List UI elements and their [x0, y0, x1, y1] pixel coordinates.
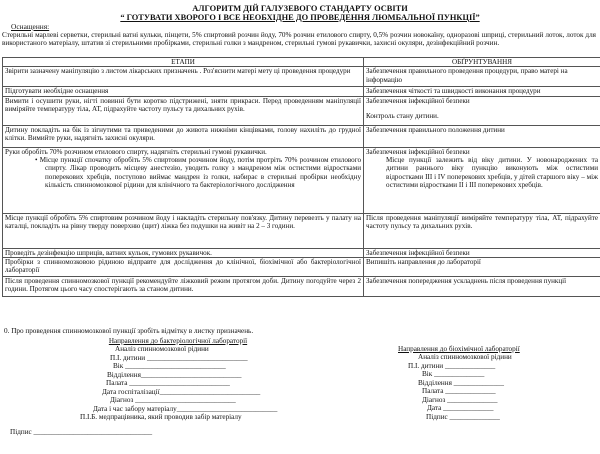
stage-bullet: • Місце пункції спочатку обробіть 5% спиртовим розчином йоду, потім протріть 70% розчином етилового спирту. Лікар проводить місцеву анестезію, уводить голку з мандреном між остистими відростками поперекових хребців, поступово виймає мандрен із голки, набирає в стерильні пробірки необхідну кількість спинномозкової рідини для клінічного та бактеріологічного дослідження [35, 156, 361, 190]
form-field-line: Відділення____________________________ [107, 370, 242, 379]
table-row [3, 277, 600, 297]
biochemistry-referral-form [398, 345, 598, 421]
stage-cell: Вимити і осушити руки, нігті повинні бути коротко підстрижені, зняти прикраси. Перед проведенням маніпуляції виміряйте температуру тіла, АТ, підрахуйте частоту пульсу та дихальних рухів. [3, 96, 364, 125]
table-row [3, 96, 600, 125]
rationale-line: Забезпечення інфекційної безпеки [366, 147, 470, 156]
table-row [3, 248, 600, 257]
stage-lead: Руки обробіть 70% розчином етилового спирту, надягніть стерильні гумові рукавички. [5, 147, 267, 156]
form-field-line: Дата госпіталізації____________________________ [102, 387, 261, 396]
bacteriology-referral-form [10, 337, 300, 436]
form-field-line: Діагноз ______________ [422, 395, 498, 404]
rationale-cell: Забезпечення попередження ускладнень після проведення пункції [364, 277, 600, 297]
table-header-row [3, 58, 600, 67]
rationale-cell: Випишіть направлення до лабораторії [364, 258, 600, 277]
form-field-line: Дата ______________ [427, 404, 494, 413]
rationale-cell [364, 147, 600, 213]
table-row [3, 67, 600, 87]
equipment-list: Стерильні марлеві серветки, стерильні ватні кульки, пінцети, 5% спиртовий розчин йоду, 70% розчин етилового спирту, 0,5% розчин новокаїну, одноразові шприці, стерильний лоток, лоток для використаного матеріалу, штатив зі стерильними пробірками, стерильні голки з мандреном, стерильні гумові рукавички, захисні окуляри, дезінфекційний розчин. [2, 31, 596, 48]
col-header-rationale: ОБҐРУНТУВАННЯ [364, 58, 600, 67]
equipment-heading: Оснащення: [11, 22, 50, 31]
stage-cell [3, 147, 364, 213]
rationale-cell: Забезпечення інфекційної безпеки [364, 248, 600, 257]
form-field-line: Дата і час забору матеріалу____________________________ [93, 404, 278, 413]
stage-cell: Пробірки з спинномозковою рідиною відправте для дослідження до клінічної, біохімічної або бактеріологічної лабораторії [3, 258, 364, 277]
rationale-cell [364, 96, 600, 125]
rationale-cell: Забезпечення чіткості та швидкості виконання процедури [364, 87, 600, 96]
doc-subtitle: “ ГОТУВАТИ ХВОРОГО І ВСЕ НЕОБХІДНЕ ДО ПРОВЕДЕННЯ ЛЮМБАЛЬНОЇ ПУНКЦІЇ” [120, 13, 480, 22]
table-row [3, 125, 600, 147]
rationale-line: Місце пункції залежить від віку дитини. У новонароджених та дитини раннього віку пункцію виконують між остистими відростками III і IV поперекових хребців, у дітей старшого віку – між остистими відростками II і III поперекових хребців. [386, 156, 598, 190]
table-row [3, 147, 600, 213]
signature-line: Підпис _________________________________ [10, 427, 153, 436]
form-field-line: П.І.Б. медпрацівника, який проводив забір матеріалу [80, 413, 242, 422]
rationale-cell: Після проведення маніпуляції виміряйте температуру тіла, АТ, підрахуйте частоту пульсу та дихальних рухів. [364, 213, 600, 248]
stage-cell: Звірити зазначену маніпуляцію з листом лікарських призначень . Роз'яснити матері мету ці проведення процедури [3, 67, 364, 87]
stage-cell: Проведіть дезінфекцію шприців, ватних кульок, гумових рукавичок. [3, 248, 364, 257]
stage-cell: Підготувати необхідне оснащення [3, 87, 364, 96]
form-field-line: П.І. дитини ______________ [408, 361, 496, 370]
table-row [3, 213, 600, 248]
procedure-table [2, 57, 600, 297]
form-field-line: Палата ____________________________ [106, 379, 230, 388]
doc-title: АЛГОРИТМ ДІЙ ГАЛУЗЕВОГО СТАНДАРТУ ОСВІТИ [192, 4, 408, 13]
referral-analysis-line: Аналіз спинномозкової рідини [418, 353, 512, 362]
form-field-line: Вік ______________ [422, 370, 485, 379]
col-header-stages: ЕТАПИ [3, 58, 364, 67]
stage-cell: Після проведення спинномозкової пункції рекомендуйте ліжковий режим протягом доби. Дитину погодуйте через 2 години. Протягом цього часу спостерігають за станом дитини. [3, 277, 364, 297]
stage-cell: Місце пункції обробіть 5% спиртовим розчином йоду і накладіть стерильну пов'язку. Дитину перевезть у палату на каталці, покладіть на рівну тверду поверхню (щит) ліжка без подушки на живіт на 2 – 3 години. [3, 213, 364, 248]
stage-cell: Дитину покладіть на бік із зігнутими та приведеними до живота нижніми кінцівками, голову нахиліть до грудної клітки. Вимийте руки, надягніть захисні окуляри. [3, 125, 364, 147]
form-field-line: Підпис ______________ [426, 412, 500, 421]
form-field-line: Палата ______________ [422, 387, 496, 396]
table-row [3, 258, 600, 277]
table-row [3, 87, 600, 96]
form-field-line: Діагноз ____________________________ [110, 396, 236, 405]
rationale-line: Забезпечення інфекційної безпеки [366, 96, 470, 105]
rationale-line: Контроль стану дитини. [366, 112, 439, 121]
bacteriology-referral-title: Направлення до бактеріологічної лабораторії [108, 337, 248, 345]
form-field-line: П.І. дитини ____________________________ [110, 353, 248, 362]
biochemistry-referral-title: Направлення до біохімічної лабораторії [398, 345, 520, 353]
referral-analysis-line: Аналіз спинномозкової рідини [115, 345, 209, 354]
form-field-line: Відділення ______________ [418, 378, 504, 387]
rationale-cell: Забезпечення правильного положення дитини [364, 125, 600, 147]
footnote: 0. Про проведення спинномозкової пункції зробіть відмітку в листку призначень. [4, 327, 254, 335]
form-field-line: Вік ____________________________ [113, 362, 226, 371]
rationale-cell: Забезпечення правильного проведення процедури, право матері на інформацію [364, 67, 600, 87]
